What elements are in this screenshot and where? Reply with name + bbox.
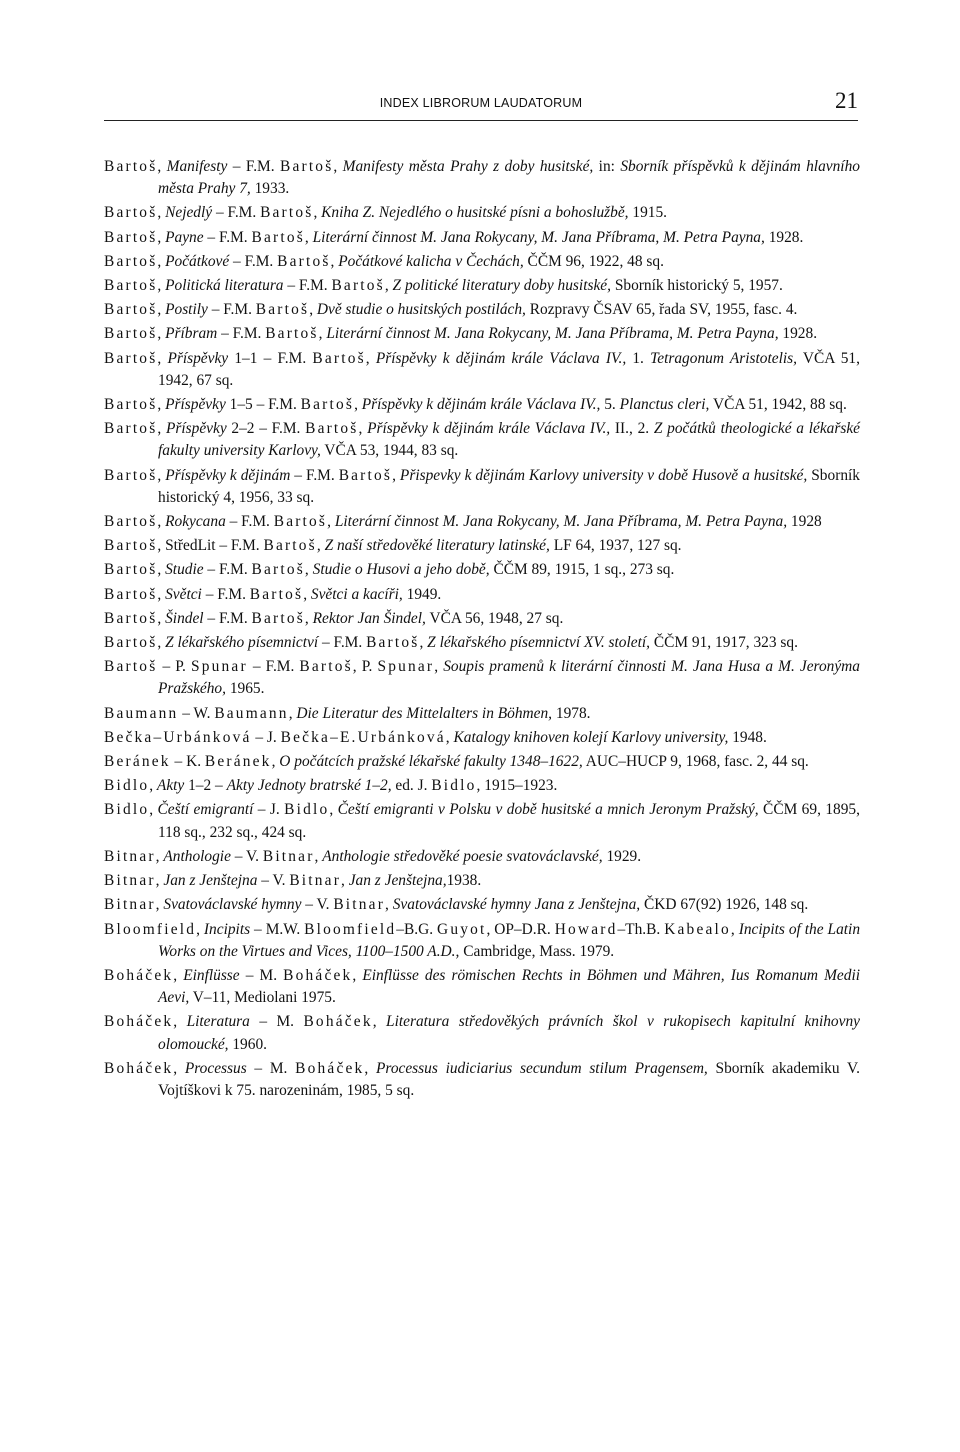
bibliography-entry: [104, 703, 860, 725]
title-text: Z lékařského písemnictví: [165, 634, 319, 652]
title-text: Světci a kacíři,: [310, 585, 403, 603]
entry-text: , P.: [352, 658, 378, 676]
entry-text: ,: [316, 537, 325, 555]
author-name: Bidlo: [104, 777, 150, 795]
entry-text: ,: [304, 609, 313, 627]
author-name: Bartoš: [104, 204, 158, 222]
author-name: Bartoš: [104, 420, 158, 438]
running-title: INDEX LIBRORUM LAUDATORUM: [379, 96, 583, 110]
title-text: Příspěvky: [165, 420, 227, 438]
bibliography-entry: [104, 632, 860, 654]
bibliography-entry: [104, 275, 860, 297]
entry-text: II., 2.: [610, 420, 654, 438]
title-text: Počátkové: [165, 252, 230, 270]
entry-text: ,: [352, 966, 363, 984]
title-text: Politická literatura: [165, 277, 284, 295]
author-name: Bartoš: [104, 466, 158, 484]
title-text: Dvě studie o husitských postilách,: [316, 301, 526, 319]
entry-text: ,: [445, 728, 454, 746]
title-text: Akty Jednoty bratrské 1–2,: [226, 777, 392, 795]
title-text: Počátkové kalicha v Čechách,: [338, 252, 524, 270]
entry-text: ,: [364, 1059, 376, 1077]
entry-text: 1948.: [728, 728, 767, 746]
entry-text: – F.M.: [227, 158, 280, 175]
entry-text: – F.M.: [201, 585, 250, 603]
entry-text: – F.M.: [212, 204, 261, 222]
entry-text: 1.: [626, 349, 651, 367]
entry-text: ,: [157, 349, 168, 367]
author-name: Bitnar: [262, 847, 315, 865]
bibliography-entry: [104, 535, 860, 557]
title-text: Z naší středověké literatury latinské,: [324, 537, 550, 555]
author-name: Bitnar: [104, 872, 156, 890]
entry-text: ,: [157, 158, 167, 175]
entry-text: ,: [309, 301, 317, 319]
bibliography-entry: [104, 394, 860, 416]
title-text: Nejedlý: [165, 204, 213, 222]
bibliography-entry: [104, 465, 860, 509]
title-text: Manifesty města Prahy z doby husitské,: [342, 158, 594, 175]
entry-text: ,: [196, 920, 204, 938]
entry-text: ,: [155, 872, 164, 890]
entry-text: ,: [365, 349, 376, 367]
title-text: Jan z Jenštejna,: [348, 872, 447, 890]
author-name: Bartoš: [104, 513, 158, 531]
author-name: Bartoš: [104, 277, 158, 295]
entry-text: Rozpravy ČSAV 65, řada SV, 1955, fasc. 4.: [525, 301, 798, 319]
author-name: Spunar: [190, 658, 248, 676]
bibliography-entry: [104, 559, 860, 581]
author-name: Bartoš: [249, 585, 304, 603]
entry-text: – W.: [178, 704, 215, 722]
title-text: Příspěvky: [167, 349, 229, 367]
entry-text: –Th.B.: [617, 920, 665, 938]
entry-text: 1965.: [225, 680, 265, 698]
bibliography-entry: [104, 511, 860, 533]
entry-text: 1949.: [402, 585, 442, 603]
title-text: Incipits: [203, 920, 251, 938]
entry-text: V–11, Mediolani 1975.: [189, 989, 336, 1007]
title-text: Příspěvky k dějinám krále Václava IV.,: [361, 396, 601, 414]
entry-text: 1915.: [628, 204, 668, 222]
bibliography-entry: [104, 656, 860, 700]
entry-text: ČČM 96, 1922, 48 sq.: [523, 252, 664, 270]
entry-text: – P.: [157, 658, 191, 676]
entry-text: Sborník akademiku V. Vojtíškovi k 75. narozeninám, 1985, 5 sq.: [158, 1059, 860, 1099]
author-name: Boháček: [104, 1013, 174, 1031]
entry-text: ,: [333, 158, 343, 175]
author-name: Spunar: [377, 658, 435, 676]
title-text: Einflüsse des römischen Rechts in Böhmen und Mähren, Ius Romanum Medii Aevi,: [158, 966, 860, 1007]
author-name: Bečka–E.Urbánková: [280, 728, 446, 746]
author-name: Guyot: [437, 920, 487, 938]
entry-text: ,: [358, 420, 368, 438]
author-name: Bartoš: [338, 466, 393, 484]
entry-text: ,: [157, 634, 166, 652]
entry-text: – M.: [246, 1059, 296, 1077]
title-text: Příbram: [165, 325, 218, 343]
bibliography-entry: [104, 584, 860, 606]
entry-text: ČČM 69, 1895, 118 sq., 232 sq., 424 sq.: [158, 801, 860, 841]
author-name: Bartoš: [104, 585, 158, 603]
title-text: Rokycana: [165, 513, 226, 531]
title-text: Literární činnost M. Jana Rokycany, M. Jana Příbrama, M. Petra Payna,: [312, 228, 765, 246]
bibliography-entry: [104, 251, 860, 273]
author-name: Boháček: [303, 1013, 373, 1031]
entry-text: ,: [157, 561, 166, 579]
author-name: Bartoš: [331, 277, 385, 295]
author-name: Bartoš: [300, 396, 355, 414]
entry-text: ,: [314, 847, 323, 865]
title-text: O počátcích pražské lékařské fakulty 1348–1622,: [279, 753, 583, 771]
bibliography-entry: [104, 202, 860, 224]
entry-text: – V.: [301, 896, 334, 914]
entry-text: VČA 51, 1942, 88 sq.: [709, 396, 847, 414]
entry-text: ČČM 91, 1917, 323 sq.: [650, 634, 798, 652]
entry-text: ,: [372, 1013, 387, 1031]
bibliography-list: [104, 156, 860, 1104]
bibliography-entry: [104, 1058, 860, 1102]
author-name: Bartoš: [280, 158, 334, 175]
bibliography-entry: [104, 227, 860, 249]
author-name: Bidlo: [431, 777, 477, 795]
entry-text: ČKD 67(92) 1926, 148 sq.: [640, 896, 809, 914]
bibliography-entry: [104, 751, 860, 773]
author-name: Bloomfield: [104, 920, 197, 938]
title-text: Akty: [156, 777, 185, 795]
author-name: Baumann: [104, 704, 179, 722]
title-text: Studie o Husovi a jeho době,: [312, 561, 490, 579]
entry-text: ,: [155, 847, 164, 865]
entry-text: AUC–HUCP 9, 1968, fasc. 2, 44 sq.: [582, 753, 809, 771]
author-name: Bitnar: [104, 896, 156, 914]
title-text: Rektor Jan Šindel,: [312, 609, 426, 627]
title-text: Šindel: [165, 609, 204, 627]
author-name: Bartoš: [104, 634, 158, 652]
entry-text: – F.M.: [203, 561, 252, 579]
title-text: Soupis pramenů k literární činnosti M. Jana Husa a M. Jeronýma Pražského,: [158, 658, 860, 698]
author-name: Kabealo: [664, 920, 731, 938]
entry-text: – F.M.: [217, 325, 266, 343]
title-text: Planctus cleri,: [619, 396, 710, 414]
title-text: Anthologie středověké poesie svatováclavské,: [322, 847, 603, 865]
author-name: Bitnar: [333, 896, 386, 914]
author-name: Bartoš: [277, 252, 331, 270]
bibliography-entry: [104, 919, 860, 963]
entry-text: –B.G.: [396, 920, 437, 938]
author-name: Bartoš: [305, 420, 359, 438]
entry-text: Sborník historický 5, 1957.: [610, 277, 783, 295]
author-name: Boháček: [104, 966, 174, 984]
entry-text: ,: [149, 777, 157, 795]
title-text: Anthologie: [163, 847, 231, 865]
entry-text: – F.M.: [283, 277, 332, 295]
entry-text: ,: [303, 585, 311, 603]
title-text: Příspěvky k dějinám krále Václava IV.,: [375, 349, 627, 367]
entry-text: 1–2 –: [184, 777, 227, 795]
entry-text: in:: [593, 158, 621, 175]
entry-text: ,: [157, 325, 166, 343]
title-text: Kniha Z. Nejedlého o husitské písni a bohoslužbě,: [321, 204, 629, 222]
author-name: Bartoš: [104, 301, 158, 319]
entry-text: 1960.: [228, 1035, 267, 1053]
bibliography-entry: [104, 965, 860, 1009]
entry-text: ,: [157, 513, 166, 531]
author-name: Howard: [554, 920, 618, 938]
title-text: Postily: [165, 301, 208, 319]
entry-text: – J.: [251, 728, 281, 746]
entry-text: – V.: [257, 872, 290, 890]
entry-text: ,: [419, 634, 428, 652]
entry-text: ,: [288, 704, 297, 722]
entry-text: ,: [730, 920, 739, 938]
title-text: Z lékařského písemnictví XV. století,: [427, 634, 650, 652]
title-text: Čeští emigranti v Polsku v době husitské a mnich Jeronym Pražský,: [337, 801, 759, 819]
author-name: Bartoš: [104, 561, 158, 579]
entry-text: ,: [318, 325, 327, 343]
entry-text: ,: [157, 420, 166, 438]
entry-text: ,: [157, 396, 166, 414]
author-name: Bartoš: [251, 228, 305, 246]
author-name: Boháček: [104, 1059, 174, 1077]
running-header: [104, 90, 858, 121]
entry-text: – V.: [230, 847, 263, 865]
title-text: Přispevky k dějinám Karlovy university v době Husově a husitské,: [399, 466, 808, 484]
entry-text: ,: [434, 658, 444, 676]
entry-text: ,: [157, 466, 166, 484]
title-text: Příspěvky: [165, 396, 226, 414]
title-text: Manifesty: [166, 158, 228, 175]
entry-text: ,: [392, 466, 400, 484]
author-name: Bartoš: [104, 349, 158, 367]
entry-text: ,: [304, 228, 313, 246]
author-name: Baumann: [214, 704, 289, 722]
bibliography-entry: [104, 894, 860, 916]
entry-text: – M.W.: [250, 920, 305, 938]
author-name: Bartoš: [104, 537, 158, 555]
title-text: Studie: [165, 561, 204, 579]
bibliography-entry: [104, 348, 860, 392]
entry-text: 5.: [600, 396, 620, 414]
entry-text: ,: [354, 396, 362, 414]
author-name: Beránek: [204, 753, 272, 771]
author-name: Boháček: [295, 1059, 365, 1077]
bibliography-entry: [104, 799, 860, 843]
title-text: Z počátků theologické a lékařské fakulty university Karlovy,: [158, 420, 860, 460]
title-text: Incipits of the Latin Works on the Virtues and Vices, 1100–1500 A.D.,: [158, 920, 861, 960]
entry-text: 1928: [787, 513, 822, 531]
entry-text: ,: [385, 896, 393, 914]
entry-text: , OP–D.R.: [486, 920, 555, 938]
entry-text: – F.M.: [203, 609, 252, 627]
bibliography-entry: [104, 299, 860, 321]
author-name: Bartoš: [273, 513, 328, 531]
entry-text: ed. J.: [391, 777, 432, 795]
entry-text: – F.M.: [247, 658, 300, 676]
entry-text: 1928.: [764, 228, 804, 246]
title-text: Processus: [184, 1059, 247, 1077]
title-text: Z politické literatury doby husitské,: [392, 277, 611, 295]
page-number: 21: [835, 88, 858, 113]
author-name: Bartoš: [104, 325, 158, 343]
title-text: Einflüsse: [183, 966, 240, 984]
author-name: Bartoš: [265, 325, 319, 343]
entry-text: – F.M.: [203, 228, 252, 246]
entry-text: ,: [157, 585, 166, 603]
bibliography-entry: [104, 775, 860, 797]
author-name: Boháček: [283, 966, 353, 984]
bibliography-entry: [104, 846, 860, 868]
author-name: Bartoš: [104, 158, 158, 175]
entry-text: ,: [330, 252, 339, 270]
title-text: Příspěvky k dějinám krále Václava IV.,: [367, 420, 611, 438]
title-text: Čeští emigrantí: [157, 801, 254, 819]
entry-text: ,: [271, 753, 280, 771]
entry-text: 2–2 – F.M.: [226, 420, 306, 438]
title-text: Die Literatur des Mittelalters in Böhmen,: [296, 704, 553, 722]
title-text: Katalogy knihoven kolejí Karlovy university,: [453, 728, 729, 746]
author-name: Bitnar: [289, 872, 342, 890]
author-name: Bartoš: [312, 349, 366, 367]
author-name: Bartoš: [263, 537, 317, 555]
entry-text: 1–5 – F.M.: [225, 396, 301, 414]
author-name: Bartoš: [104, 609, 158, 627]
entry-text: ,: [173, 1059, 185, 1077]
title-text: Literatura středověkých právních škol v rukopisech kapitulní knihovny olomoucké,: [158, 1013, 860, 1053]
entry-text: 1929.: [602, 847, 642, 865]
title-text: Světci: [165, 585, 202, 603]
entry-text: ,: [327, 513, 335, 531]
bibliography-entry: [104, 156, 860, 200]
entry-text: ,: [173, 966, 184, 984]
author-name: Bartoš: [251, 609, 305, 627]
author-name: Bidlo: [284, 801, 330, 819]
entry-text: 1–1 – F.M.: [228, 349, 313, 367]
entry-text: 1933.: [250, 180, 290, 198]
entry-text: – M.: [239, 966, 284, 984]
entry-text: ,: [149, 801, 158, 819]
entry-text: , 1915–1923.: [476, 777, 558, 795]
entry-text: ,: [384, 277, 393, 295]
entry-text: ,: [157, 277, 166, 295]
author-name: Bartoš: [255, 301, 310, 319]
bibliography-entry: [104, 323, 860, 345]
title-text: Příspěvky k dějinám: [165, 466, 291, 484]
author-name: Bartoš: [104, 658, 158, 676]
entry-text: – F.M.: [225, 513, 274, 531]
author-name: Bartoš: [104, 228, 158, 246]
entry-text: VČA 53, 1944, 83 sq.: [320, 442, 459, 460]
entry-text: ,: [173, 1013, 187, 1031]
author-name: Bloomfield: [304, 920, 397, 938]
title-text: Svatováclavské hymny Jana z Jenštejna,: [392, 896, 641, 914]
entry-text: – F.M.: [318, 634, 367, 652]
entry-text: 1938.: [446, 872, 482, 890]
author-name: Beránek: [104, 753, 171, 771]
entry-text: – F.M.: [207, 301, 256, 319]
entry-text: ,: [157, 301, 166, 319]
bibliography-entry: [104, 1011, 860, 1055]
entry-text: Sborník historický 4, 1956, 33 sq.: [158, 466, 860, 506]
title-text: Literární činnost M. Jana Rokycany, M. Jana Příbrama, M. Petra Payna,: [334, 513, 788, 531]
entry-text: – K.: [170, 753, 205, 771]
entry-text: – J.: [253, 801, 285, 819]
entry-text: Cambridge, Mass. 1979.: [459, 942, 615, 960]
title-text: Tetragonum Aristotelis,: [650, 349, 797, 367]
entry-text: , StředLit – F.M.: [157, 537, 264, 555]
entry-text: ČČM 89, 1915, 1 sq., 273 sq.: [489, 561, 675, 579]
title-text: Literatura: [186, 1013, 250, 1031]
author-name: Bidlo: [104, 801, 150, 819]
title-text: Processus iudiciarius secundum stilum Pragensem,: [376, 1059, 708, 1077]
entry-text: – F.M.: [290, 466, 339, 484]
bibliography-entry: [104, 727, 860, 749]
author-name: Bartoš: [260, 204, 314, 222]
author-name: Bitnar: [104, 847, 156, 865]
entry-text: ,: [304, 561, 313, 579]
title-text: Svatováclavské hymny: [163, 896, 302, 914]
title-text: Jan z Jenštejna: [163, 872, 258, 890]
author-name: Bartoš: [104, 252, 158, 270]
entry-text: ,: [329, 801, 338, 819]
author-name: Bartoš: [251, 561, 305, 579]
entry-text: – F.M.: [229, 252, 278, 270]
title-text: Sborník příspěvků k dějinám hlavního města Prahy 7,: [158, 158, 860, 198]
entry-text: ,: [157, 228, 166, 246]
author-name: Bečka–Urbánková: [104, 728, 252, 746]
author-name: Bartoš: [366, 634, 420, 652]
entry-text: – M.: [249, 1013, 304, 1031]
title-text: Literární činnost M. Jana Rokycany, M. Jana Příbrama, M. Petra Payna,: [326, 325, 779, 343]
title-text: Payne: [165, 228, 204, 246]
bibliography-entry: [104, 870, 860, 892]
bibliography-entry: [104, 418, 860, 462]
entry-text: ,: [157, 204, 166, 222]
entry-text: ,: [157, 252, 166, 270]
entry-text: VČA 51, 1942, 67 sq.: [158, 349, 860, 389]
entry-text: 1928.: [778, 325, 818, 343]
entry-text: LF 64, 1937, 127 sq.: [549, 537, 682, 555]
bibliography-entry: [104, 608, 860, 630]
entry-text: ,: [157, 609, 166, 627]
author-name: Bartoš: [299, 658, 353, 676]
entry-text: ,: [155, 896, 164, 914]
entry-text: VČA 56, 1948, 27 sq.: [425, 609, 564, 627]
entry-text: ,: [313, 204, 322, 222]
entry-text: 1978.: [552, 704, 591, 722]
author-name: Bartoš: [104, 396, 158, 414]
entry-text: ,: [341, 872, 349, 890]
